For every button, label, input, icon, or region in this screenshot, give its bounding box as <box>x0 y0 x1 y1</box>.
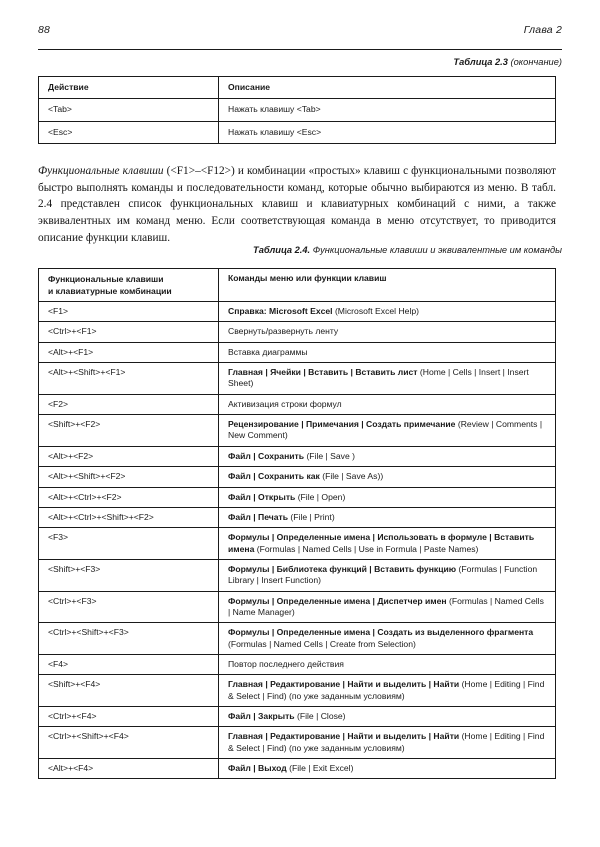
table-row <box>39 623 556 655</box>
cell-key-combination: <Ctrl>+<Shift>+<F4> <box>39 727 219 759</box>
command-english: (Formulas | Named Cells | Name Manager) <box>228 595 544 617</box>
command-english: (Formulas | Named Cells | Use in Formula | Paste Names) <box>254 543 479 554</box>
command-english: (File | Save ) <box>304 450 356 461</box>
command-path: Формулы | Библиотека функций | Вставить функцию <box>228 563 457 574</box>
table-row <box>39 591 556 623</box>
cell-key-combination: <F2> <box>39 394 219 414</box>
command-english: (File | Save As)) <box>319 471 384 482</box>
table-2-4-caption <box>253 245 562 255</box>
running-head <box>38 24 562 50</box>
cell-description: Нажать клавишу <Esc> <box>219 121 556 143</box>
cell-command <box>219 654 556 674</box>
command-path: Файл | Сохранить как <box>228 471 320 482</box>
command-english: (Formulas | Function Library | Insert Function) <box>228 563 538 586</box>
command-path: Файл | Сохранить <box>228 450 305 461</box>
command-english: (Home | Editing | Find & Select | Find) (по уже заданным условиям) <box>228 731 545 753</box>
cell-key-combination: <Alt>+<F2> <box>39 446 219 466</box>
table-row <box>39 487 556 507</box>
table-row <box>39 415 556 447</box>
cell-key-combination: <F3> <box>39 528 219 560</box>
cell-command <box>219 363 556 395</box>
column-header-keys-line2: и клавиатурные комбинации <box>48 286 172 297</box>
cell-key-combination: <Alt>+<Shift>+<F2> <box>39 467 219 487</box>
cell-key-combination: <Alt>+<Ctrl>+<F2> <box>39 487 219 507</box>
table-2-4 <box>38 268 556 779</box>
table-row <box>39 559 556 591</box>
table-row <box>39 467 556 487</box>
cell-command <box>219 322 556 342</box>
page-number: 88 <box>38 24 51 36</box>
table-2-3 <box>38 76 556 144</box>
cell-command <box>219 446 556 466</box>
command-path: Главная | Ячейки | Вставить | Вставить лист <box>228 367 418 378</box>
table-2-4-body <box>39 302 556 779</box>
cell-command <box>219 415 556 447</box>
table-header-row <box>39 77 556 99</box>
chapter-title: Глава 2 <box>523 24 562 36</box>
table-row <box>39 446 556 466</box>
command-english: Свернуть/развернуть ленту <box>228 326 339 337</box>
table-row <box>39 121 556 143</box>
cell-key-combination: <Shift>+<F4> <box>39 675 219 707</box>
table-row <box>39 528 556 560</box>
cell-command <box>219 727 556 759</box>
cell-command <box>219 706 556 726</box>
command-english: (File | Print) <box>288 511 335 522</box>
table-2-3-caption-note: (окончание) <box>507 57 562 67</box>
cell-key-combination: <Ctrl>+<F1> <box>39 322 219 342</box>
cell-key-combination: <Shift>+<F2> <box>39 415 219 447</box>
cell-key-combination: <Alt>+<Shift>+<F1> <box>39 363 219 395</box>
command-path: Формулы | Определенные имена | Создать из выделенного фрагмента <box>228 627 534 638</box>
cell-key-combination: <Alt>+<Ctrl>+<Shift>+<F2> <box>39 507 219 527</box>
cell-command <box>219 487 556 507</box>
column-header-keys <box>39 269 219 302</box>
cell-key-combination: <Ctrl>+<F3> <box>39 591 219 623</box>
table-row <box>39 706 556 726</box>
command-english: Вставка диаграммы <box>228 346 308 357</box>
body-paragraph <box>38 163 556 246</box>
cell-key-combination: <F4> <box>39 654 219 674</box>
command-english: (Home | Cells | Insert | Insert Sheet) <box>228 367 529 389</box>
command-path: Главная | Редактирование | Найти и выделить | Найти <box>228 679 460 690</box>
cell-command <box>219 467 556 487</box>
cell-command <box>219 759 556 779</box>
cell-key-combination: <Alt>+<F1> <box>39 342 219 362</box>
command-path: Главная | Редактирование | Найти и выделить | Найти <box>228 731 460 742</box>
table-row <box>39 654 556 674</box>
command-english: (File | Close) <box>294 710 346 721</box>
cell-command <box>219 394 556 414</box>
cell-command <box>219 528 556 560</box>
table-row <box>39 342 556 362</box>
command-english: (Microsoft Excel Help) <box>332 306 419 317</box>
cell-key-combination: <Alt>+<F4> <box>39 759 219 779</box>
table-row <box>39 394 556 414</box>
table-header-row <box>39 269 556 302</box>
table-2-3-caption-number: Таблица 2.3 <box>453 57 508 67</box>
cell-command <box>219 559 556 591</box>
cell-command <box>219 675 556 707</box>
table-row <box>39 759 556 779</box>
column-header-commands: Команды меню или функции клавиш <box>219 269 556 302</box>
paragraph-term: Функциональные клавиши <box>38 165 164 178</box>
table-row <box>39 727 556 759</box>
command-path: Файл | Закрыть <box>228 710 295 721</box>
cell-key-combination: <Shift>+<F3> <box>39 559 219 591</box>
table-row <box>39 322 556 342</box>
command-english: (File | Exit Excel) <box>286 763 354 773</box>
table-row <box>39 99 556 121</box>
command-english: (Formulas | Named Cells | Create from Selection) <box>228 638 416 649</box>
table-row <box>39 675 556 707</box>
command-english: Повтор последнего действия <box>228 658 344 669</box>
cell-command <box>219 623 556 655</box>
column-header-keys-line1: Функциональные клавиши <box>48 274 164 284</box>
paragraph-text: (<F1>–<F12>) и комбинации «простых» клавиш с функциональными позволяют быстро выполнять команды и последовательности команд, которые обычно выбираются из меню. В табл. 2.4 представлен список функциональных клавиш и клавиатурных комбинаций с ними, а также эквивалентных им команд меню. Если соответствующая команда в меню отсутствует, то приводится описание функции клавиш. <box>38 165 556 244</box>
command-path: Формулы | Определенные имена | Использовать в формуле | Вставить имена <box>228 532 535 554</box>
command-path: Файл | Выход <box>228 763 287 773</box>
table-row <box>39 507 556 527</box>
command-path: Формулы | Определенные имена | Диспетчер имен <box>228 595 447 606</box>
table-row <box>39 302 556 322</box>
table-2-4-caption-number: Таблица 2.4. <box>253 245 311 255</box>
cell-description: Нажать клавишу <Tab> <box>219 99 556 121</box>
column-header-action: Действие <box>39 77 219 99</box>
table-2-3-caption <box>453 57 562 67</box>
cell-command <box>219 591 556 623</box>
command-english: Активизация строки формул <box>228 398 342 409</box>
cell-command <box>219 342 556 362</box>
command-path: Файл | Печать <box>228 511 289 522</box>
command-path: Рецензирование | Примечания | Создать примечание <box>228 419 456 430</box>
command-english: (File | Open) <box>295 491 346 502</box>
command-path: Файл | Открыть <box>228 491 296 502</box>
cell-command <box>219 507 556 527</box>
table-2-4-caption-title: Функциональные клавиши и эквивалентные им команды <box>310 245 562 255</box>
cell-key-combination: <F1> <box>39 302 219 322</box>
table-row <box>39 363 556 395</box>
cell-action: <Esc> <box>39 121 219 143</box>
cell-key-combination: <Ctrl>+<F4> <box>39 706 219 726</box>
command-english: (Review | Comments | New Comment) <box>228 419 543 441</box>
column-header-description: Описание <box>219 77 556 99</box>
cell-key-combination: <Ctrl>+<Shift>+<F3> <box>39 623 219 655</box>
cell-command <box>219 302 556 322</box>
command-path: Справка: Microsoft Excel <box>228 306 333 317</box>
cell-action: <Tab> <box>39 99 219 121</box>
command-english: (Home | Editing | Find & Select | Find) (по уже заданным условиям) <box>228 679 545 701</box>
